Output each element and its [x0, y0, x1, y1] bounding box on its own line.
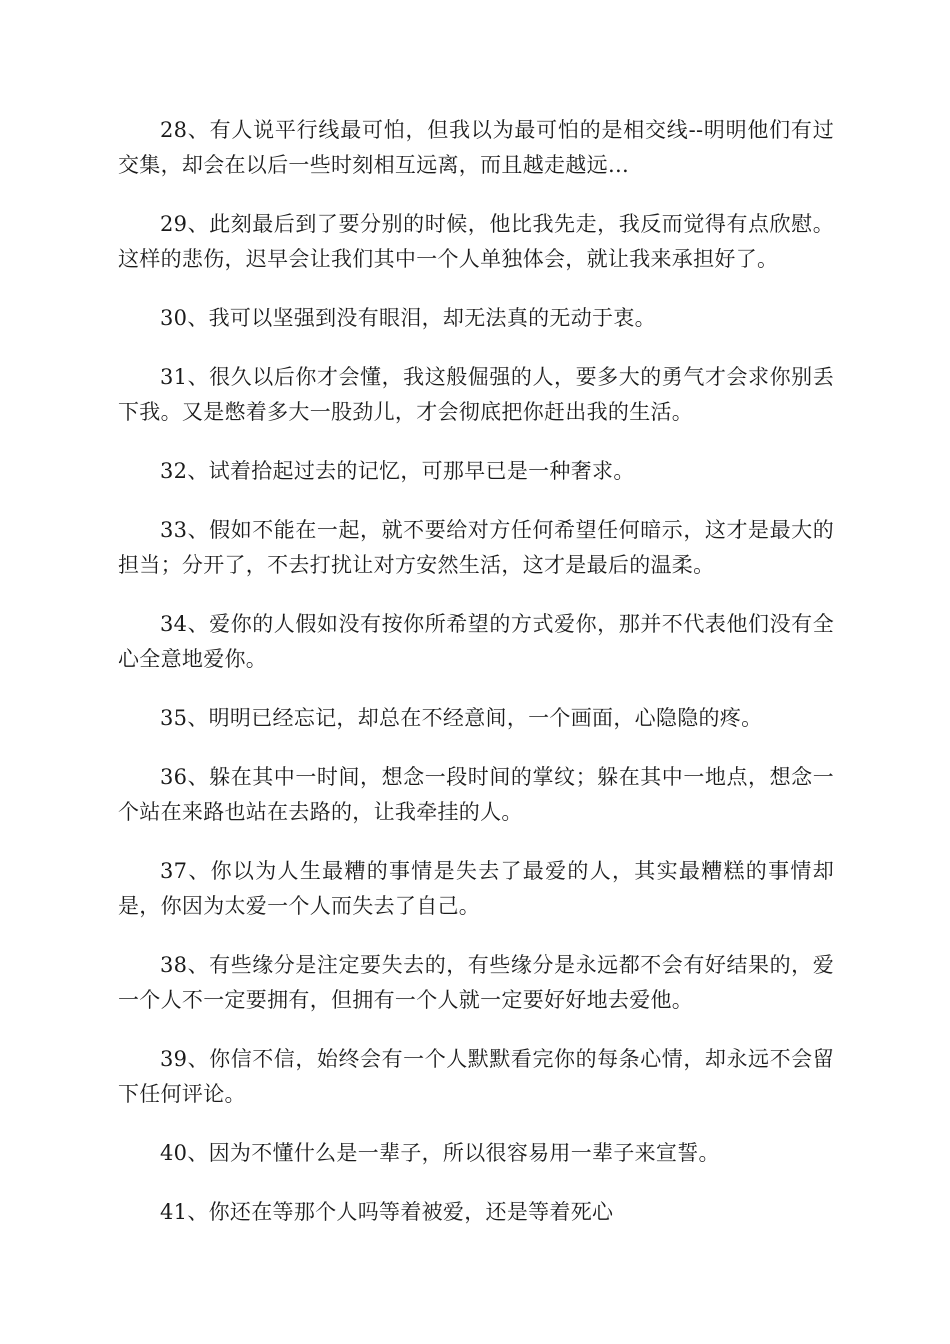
paragraph-31: 31、很久以后你才会懂，我这般倔强的人，要多大的勇气才会求你别丢下我。又是憋着多大一股劲儿，才会彻底把你赶出我的生活。 [118, 365, 834, 424]
paragraph-39: 39、你信不信，始终会有一个人默默看完你的每条心情，却永远不会留下任何评论。 [118, 1047, 834, 1106]
paragraph-41: 41、你还在等那个人吗等着被爱，还是等着死心 [160, 1200, 614, 1224]
paragraph-35: 35、明明已经忘记，却总在不经意间，一个画面，心隐隐的疼。 [160, 706, 763, 730]
paragraph-36: 36、躲在其中一时间，想念一段时间的掌纹；躲在其中一地点，想念一个站在来路也站在去路的，让我牵挂的人。 [118, 765, 834, 824]
paragraph-33: 33、假如不能在一起，就不要给对方任何希望任何暗示，这才是最大的担当；分开了，不去打扰让对方安然生活，这才是最后的温柔。 [118, 518, 834, 577]
document-body [118, 113, 834, 1254]
paragraph-32: 32、试着拾起过去的记忆，可那早已是一种奢求。 [160, 459, 635, 483]
paragraph-30: 30、我可以坚强到没有眼泪，却无法真的无动于衷。 [160, 306, 656, 330]
paragraph-28: 28、有人说平行线最可怕，但我以为最可怕的是相交线--明明他们有过交集，却会在以后一些时刻相互远离，而且越走越远… [118, 118, 834, 177]
paragraph-38: 38、有些缘分是注定要失去的，有些缘分是永远都不会有好结果的，爱一个人不一定要拥有，但拥有一个人就一定要好好地去爱他。 [118, 953, 834, 1012]
paragraph-40: 40、因为不懂什么是一辈子，所以很容易用一辈子来宣誓。 [160, 1141, 720, 1165]
paragraph-37: 37、你以为人生最糟的事情是失去了最爱的人，其实最糟糕的事情却是，你因为太爱一个人而失去了自己。 [118, 859, 834, 918]
paragraph-29: 29、此刻最后到了要分别的时候，他比我先走，我反而觉得有点欣慰。这样的悲伤，迟早会让我们其中一个人单独体会，就让我来承担好了。 [118, 212, 834, 271]
paragraph-34: 34、爱你的人假如没有按你所希望的方式爱你，那并不代表他们没有全心全意地爱你。 [118, 612, 834, 671]
